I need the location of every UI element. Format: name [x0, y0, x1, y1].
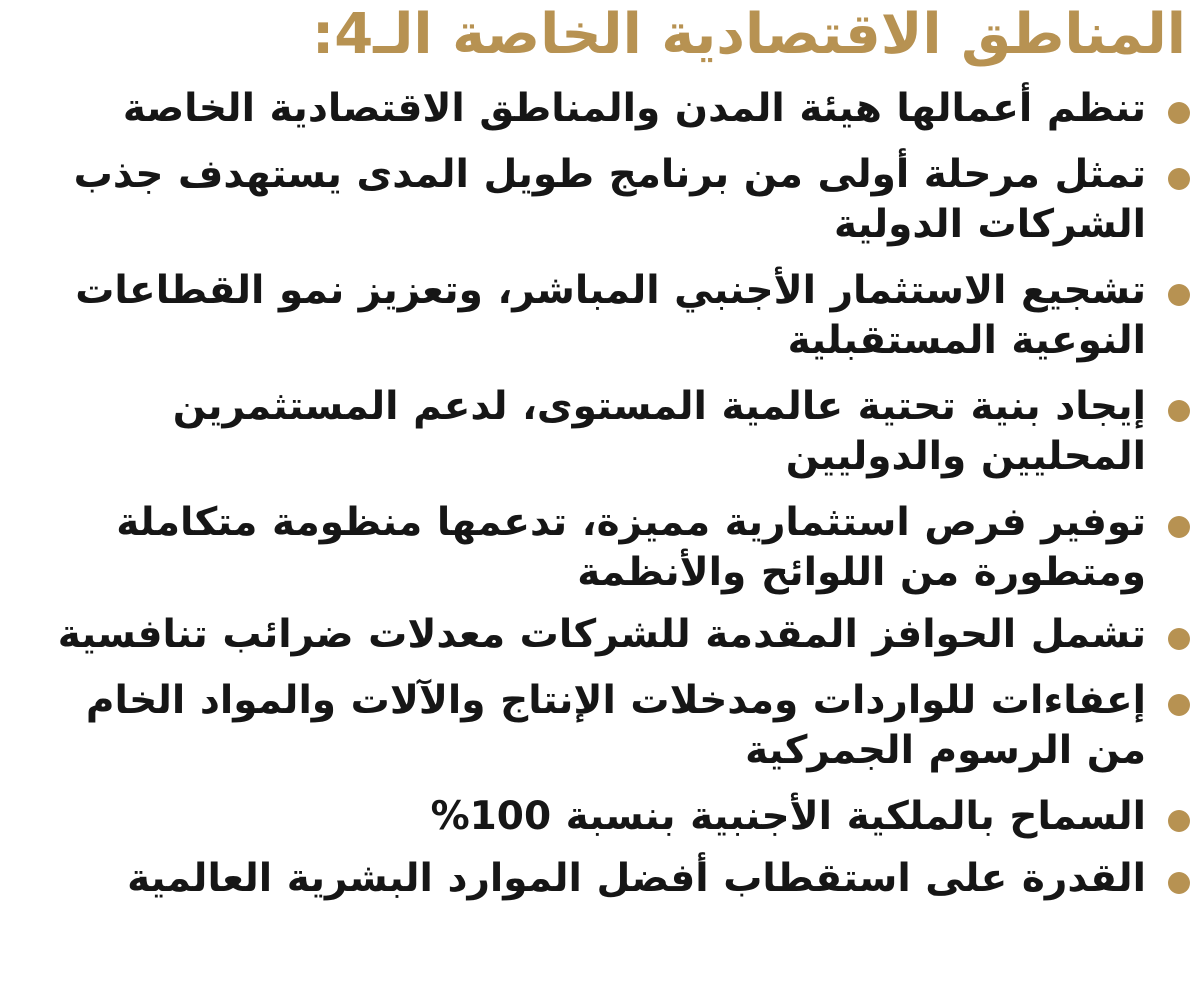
feature-text: توفير فرص استثمارية مميزة، تدعمها منظومة متكاملة ومتطورة من اللوائح والأنظمة	[116, 500, 1146, 595]
feature-text: تشمل الحوافز المقدمة للشركات معدلات ضرائب تنافسية	[57, 612, 1146, 657]
feature-text: إيجاد بنية تحتية عالمية المستوى، لدعم المستثمرين المحليين والدوليين	[172, 384, 1146, 479]
feature-item	[20, 676, 1190, 776]
feature-item	[20, 382, 1190, 482]
bullet-icon	[1168, 694, 1190, 716]
feature-text: تمثل مرحلة أولى من برنامج طويل المدى يستهدف جذب الشركات الدولية	[73, 152, 1146, 247]
feature-text: القدرة على استقطاب أفضل الموارد البشرية العالمية	[127, 856, 1146, 901]
feature-list	[20, 84, 1190, 904]
feature-item	[20, 150, 1190, 250]
feature-item	[20, 854, 1190, 904]
page-title: المناطق الاقتصادية الخاصة الـ4:	[311, 2, 1186, 67]
bullet-icon	[1168, 168, 1190, 190]
feature-text: تشجيع الاستثمار الأجنبي المباشر، وتعزيز نمو القطاعات النوعية المستقبلية	[75, 268, 1146, 363]
feature-item	[20, 792, 1190, 842]
bullet-icon	[1168, 872, 1190, 894]
feature-item	[20, 84, 1190, 134]
bullet-icon	[1168, 516, 1190, 538]
feature-text: إعفاءات للواردات ومدخلات الإنتاج والآلات والمواد الخام من الرسوم الجمركية	[85, 678, 1146, 773]
feature-text: تنظم أعمالها هيئة المدن والمناطق الاقتصادية الخاصة	[122, 86, 1146, 131]
bullet-icon	[1168, 628, 1190, 650]
bullet-icon	[1168, 400, 1190, 422]
feature-item	[20, 498, 1190, 598]
bullet-icon	[1168, 284, 1190, 306]
bullet-icon	[1168, 102, 1190, 124]
feature-text: السماح بالملكية الأجنبية بنسبة 100%	[430, 794, 1146, 839]
feature-item	[20, 266, 1190, 366]
bullet-icon	[1168, 810, 1190, 832]
feature-item	[20, 610, 1190, 660]
